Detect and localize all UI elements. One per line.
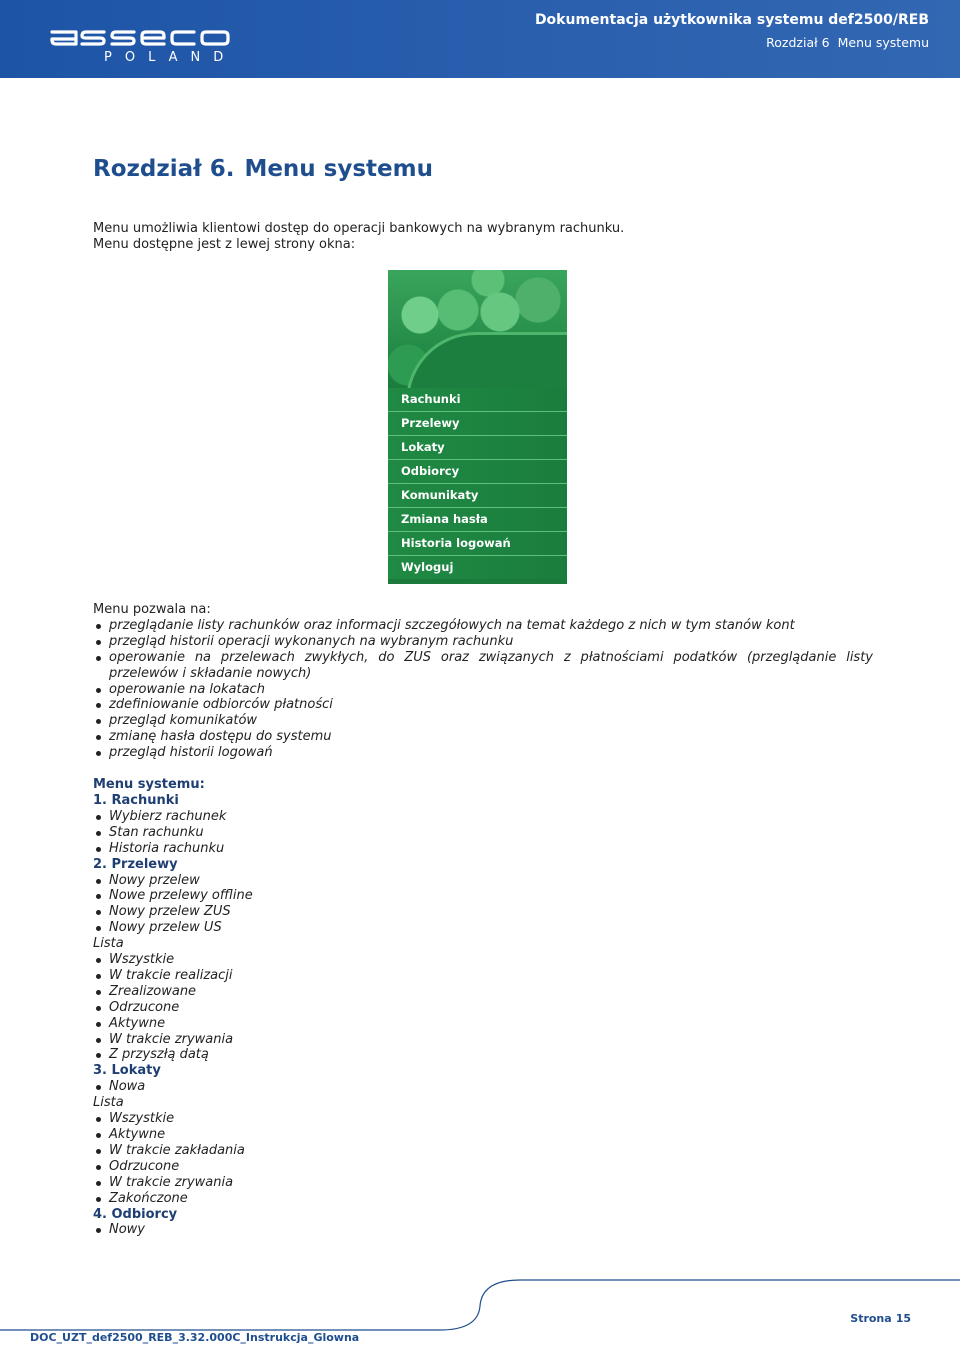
list-item: Aktywne (93, 1016, 873, 1032)
intro-line-1: Menu umożliwia klientowi dostęp do operacji bankowych na wybranym rachunku. (93, 221, 625, 236)
footer-document-id: DOC_UZT_def2500_REB_3.32.000C_Instrukcja_Glowna (30, 1331, 360, 1344)
list-item: przegląd komunikatów (93, 713, 873, 729)
document-title: Dokumentacja użytkownika systemu def2500/REB (534, 12, 929, 28)
lokaty-status-list (93, 1111, 873, 1206)
menu-system-heading: Menu systemu: (93, 777, 205, 793)
header-chapter-number: Rozdział 6 (766, 35, 830, 50)
lokaty-list (93, 1079, 873, 1095)
list-item: przeglądanie listy rachunków oraz informacji szczegółowych na temat każdego z nich w tym stanów kont (93, 618, 873, 634)
list-item: Wszystkie (93, 1111, 873, 1127)
przelewy-list-label: Lista (93, 936, 124, 952)
chapter-title (93, 156, 433, 182)
header-chapter-name: Menu systemu (837, 35, 929, 50)
capabilities-list (93, 618, 873, 761)
body-text (93, 602, 873, 1238)
chapter-number: Rozdział 6. (93, 156, 235, 182)
chapter-name: Menu systemu (244, 156, 433, 182)
menu-item-historia-logowan: Historia logowań (388, 532, 567, 556)
list-item: Nowy przelew (93, 873, 873, 889)
menu-item-komunikaty: Komunikaty (388, 484, 567, 508)
list-item: Aktywne (93, 1127, 873, 1143)
intro-line-2: Menu dostępne jest z lewej strony okna: (93, 237, 356, 252)
menu-list (388, 388, 567, 579)
menu-item-odbiorcy: Odbiorcy (388, 460, 567, 484)
intro-text (93, 221, 913, 253)
list-item: Wszystkie (93, 952, 873, 968)
list-item: Historia rachunku (93, 841, 873, 857)
list-item: Nowy (93, 1222, 873, 1238)
menu-item-zmiana-hasla: Zmiana hasła (388, 508, 567, 532)
przelewy-status-list (93, 952, 873, 1063)
list-item: operowanie na przelewach zwykłych, do ZUS oraz związanych z płatnościami podatków (przeglądanie listy przelewów i składanie nowych) (93, 650, 873, 682)
list-item: Zrealizowane (93, 984, 873, 1000)
section-rachunki: 1. Rachunki (93, 792, 179, 808)
page-label: Strona (850, 1312, 892, 1325)
page-number: 15 (895, 1312, 911, 1325)
capabilities-lead: Menu pozwala na: (93, 602, 211, 617)
footer-page-number (850, 1312, 911, 1325)
menu-item-wyloguj: Wyloguj (388, 556, 567, 579)
coins-banner-image (388, 270, 567, 388)
list-item: W trakcie zakładania (93, 1143, 873, 1159)
list-item: Z przyszłą datą (93, 1047, 873, 1063)
logo-subtitle: POLAND (104, 50, 237, 65)
list-item: W trakcie zrywania (93, 1175, 873, 1191)
list-item: Zakończone (93, 1191, 873, 1207)
list-item: zdefiniowanie odbiorców płatności (93, 697, 873, 713)
menu-item-lokaty: Lokaty (388, 436, 567, 460)
menu-item-rachunki: Rachunki (388, 388, 567, 412)
list-item: W trakcie zrywania (93, 1032, 873, 1048)
lokaty-list-label: Lista (93, 1095, 124, 1111)
menu-item-przelewy: Przelewy (388, 412, 567, 436)
list-item: Nowy przelew US (93, 920, 873, 936)
list-item: Wybierz rachunek (93, 809, 873, 825)
list-item: Stan rachunku (93, 825, 873, 841)
section-lokaty: 3. Lokaty (93, 1063, 161, 1079)
list-item: przegląd historii operacji wykonanych na wybranym rachunku (93, 634, 873, 650)
list-item: Nowe przelewy offline (93, 888, 873, 904)
list-item: Nowa (93, 1079, 873, 1095)
page-header (0, 0, 960, 78)
header-chapter (766, 35, 929, 50)
odbiorcy-list (93, 1222, 873, 1238)
menu-screenshot (388, 270, 567, 584)
list-item: przegląd historii logowań (93, 745, 873, 761)
list-item: Odrzucone (93, 1159, 873, 1175)
przelewy-list (93, 873, 873, 937)
list-item: Nowy przelew ZUS (93, 904, 873, 920)
rachunki-list (93, 809, 873, 857)
list-item: Odrzucone (93, 1000, 873, 1016)
list-item: W trakcie realizacji (93, 968, 873, 984)
section-odbiorcy: 4. Odbiorcy (93, 1206, 178, 1222)
list-item: zmianę hasła dostępu do systemu (93, 729, 873, 745)
list-item: operowanie na lokatach (93, 682, 873, 698)
section-przelewy: 2. Przelewy (93, 856, 178, 872)
